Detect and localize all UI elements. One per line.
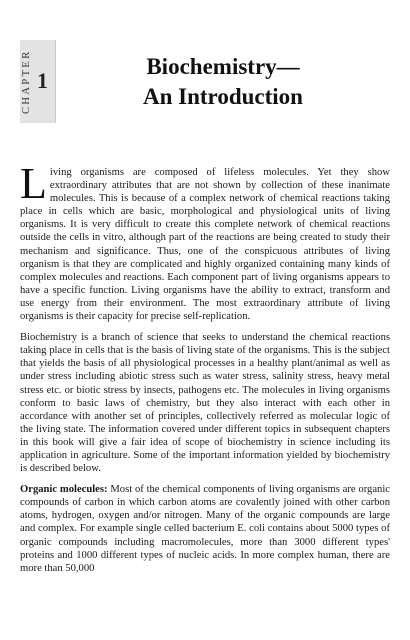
chapter-title [108, 52, 338, 112]
chapter-label: CHAPTER [21, 49, 32, 114]
paragraph-organic-molecules [20, 483, 390, 575]
chapter-title-line-1: Biochemistry— [146, 54, 300, 79]
chapter-title-line-2: An Introduction [143, 84, 303, 109]
paragraph-lead-heading: Organic molecules: [20, 484, 108, 496]
paragraph-organic-text: Most of the chemical components of living organisms are organic compounds of carbon in which carbon atoms are covalently joined with other carbon atoms, hydrogen, oxygen and/or nitrogen. Many of the organic compounds are large and complex. For example single celled bacterium E. coli contains about 5000 types of organic compounds including macromolecules, more than 3000 different types' proteins and 1000 different types of nucleic acids. In more complex human, there are more than 50,000 [20, 484, 390, 574]
chapter-number: 1 [37, 68, 48, 93]
paragraph-intro [20, 159, 390, 323]
chapter-body [20, 159, 390, 583]
drop-cap: L [20, 159, 47, 208]
paragraph-intro-text: iving organisms are composed of lifeless molecules. Yet they show extraordinary attributes that are not shown by collection of these inanimate molecules. This is because of a complex network of chemical reactions taking place in cells which are basic, morphological and physiological units of living organisms. It is very difficult to create this complete network of chemical reactions outside the cells in vitro, although part of the reactions are being created to study their mechanism and significance. Thus, one of the conspicuous attributes of living organism is that they are complicated and highly organized containing many kinds of complex molecules and reactions. Each component part of living organisms appears to have a specific function. Living organisms have the ability to extract, transform and use energy from their environment. The most extraordinary attribute of living organisms is their capacity for precise self-replication. [20, 167, 390, 323]
paragraph-biochemistry: Biochemistry is a branch of science that seeks to understand the chemical reactions taking place in cells that is the basis of living state of the organisms. This is the subject that yields the basis of all physiological processes in a healthy plant/animal as well as under stress including abiotic stress such as water stress, salinity stress, heavy metal stress etc. or biotic stress by insects, pathogens etc. The molecules in living organisms conform to basic laws of chemistry, but they also interact with each other in accordance with another set of principles, collectively referred as molecular logic of the living state. The information covered under different topics in subsequent chapters in this book will give a fair idea of scope of biochemistry in science including its application in agriculture. Some of the important information yielded by biochemistry is described below. [20, 332, 390, 475]
